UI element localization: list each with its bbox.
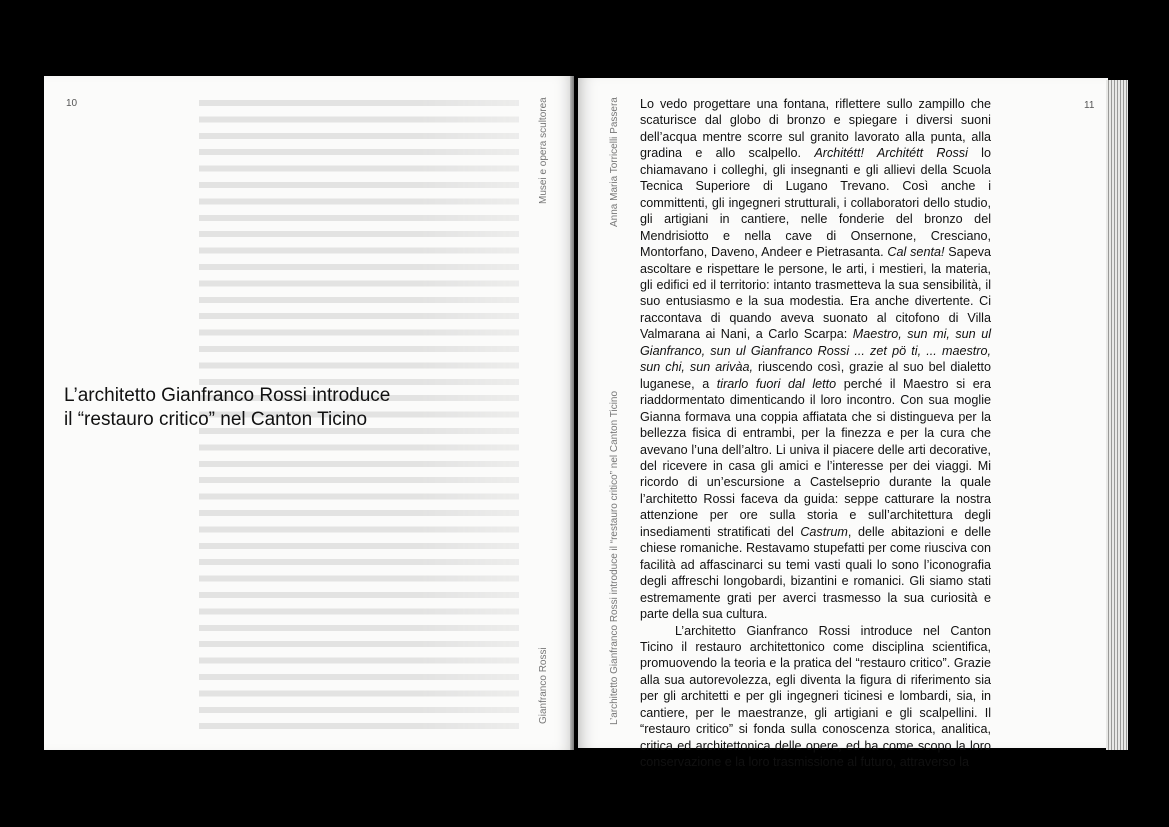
text-run: Lo vedo progettare una fontana, riflettere sullo zampillo che scaturisce dal globo di bronzo e spiegare i diversi suoni dell’acqua mentre scorre sul granito lavorato alla punta, alla gradina e allo scalpello. — [640, 97, 991, 161]
italic-run: tirarlo fuori dal letto — [716, 376, 837, 391]
left-page — [44, 76, 574, 750]
chapter-title-line-1: L’architetto Gianfranco Rossi introduce — [64, 385, 391, 406]
body-text — [640, 96, 991, 771]
running-head-chapter: L’architetto Gianfranco Rossi introduce il “restauro critico” nel Canton Ticino — [609, 390, 620, 725]
chapter-title-line-2: il “restauro critico” nel Canton Ticino — [64, 409, 368, 430]
page-block-edges — [1106, 80, 1128, 750]
text-run: , delle abitazioni e delle chiese romaniche. Restavamo stupefatti per come riusciva con facilità ad affascinarci su temi vasti quali lo sono l’iconografia degli affreschi longobardi, bizantini e romanici. Gli siamo stati estremamente grati per averci trasmesso la sua curiosità e parte della sua cultura. — [640, 524, 991, 622]
running-head-author: Anna Maria Torricelli Passera — [609, 97, 620, 227]
chapter-title — [64, 384, 444, 432]
right-page — [578, 78, 1108, 770]
running-head-subject: Gianfranco Rossi — [538, 647, 549, 724]
paragraph-1 — [640, 96, 991, 623]
page-number-right: 11 — [1084, 100, 1095, 111]
italic-run: Maestro, sun mi, sun ul Gianfranco, sun ul Gianfranco Rossi ... zet pö ti, ... maestro, sun chi, sun arivàa, — [640, 327, 991, 375]
text-run: lo chiamavano i colleghi, gli insegnanti e gli allievi della Scuola Tecnica Superiore di Lugano Trevano. Così anche i committenti, gli ingegneri strutturali, i collaboratori dello studio, gli artigiani in cantiere, nelle fonderie del bronzo del Mendrisiotto e nella cave di Onsernone, Cresciano, Montorfano, Daveno, Andeer e Pietrasanta. — [640, 146, 991, 260]
running-head-section: Musei e opera scultorea — [538, 97, 549, 204]
text-run: riuscendo così, grazie al suo bel dialetto luganese, a — [640, 360, 991, 391]
paragraph-2: L’architetto Gianfranco Rossi introduce nel Canton Ticino il restauro architettonico come disciplina scientifica, promuovendo la teoria e la pratica del “restauro critico”. Grazie alla sua autorevolezza, egli diventa la figura di riferimento sia per gli architetti e per gli ingegneri ticinesi e lombardi, sia, in cantiere, per le maestranze, gli artigiani e gli scalpellini. Il “restauro critico” si fonda sulla conoscenza storica, analitica, critica ed architettonica delle opere, ed ha come scopo la loro conservazione e la loro trasmissione al futuro, attraverso la — [640, 623, 991, 770]
page-number-left: 10 — [66, 98, 78, 109]
text-run: perché il Maestro si era riaddormentato dimenticando il loro incontro. Con sua moglie Gianna formava una coppia affiatata che si distingueva per la bellezza fisica di entrambi, per la finezza e per la cura che avevano l’una dell’altro. Li univa il piacere delle arti decorative, del ricevere in casa gli amici e l’interesse per dei viaggi. Mi ricordo di un’escursione a Castelseprio durante la quale l’architetto Rossi faceva da guida: seppe catturare la nostra attenzione per ore sulla storia e sull’architettura degli insediamenti stratificati del — [640, 376, 991, 539]
text-run: Sapeva ascoltare e rispettare le persone, le arti, i mestieri, la materia, gli edifici ed il territorio: intanto trasmetteva la sua sensibilità, il suo entusiasmo e la sua modestia. Era anche divertente. Ci raccontava di quando aveva suonato al citofono di Villa Valmarana ai Nani, a Carlo Scarpa: — [640, 245, 991, 342]
italic-run: Castrum — [800, 524, 848, 539]
italic-run: Architétt! Architétt Rossi — [814, 146, 968, 161]
italic-run: Cal senta! — [887, 245, 945, 260]
